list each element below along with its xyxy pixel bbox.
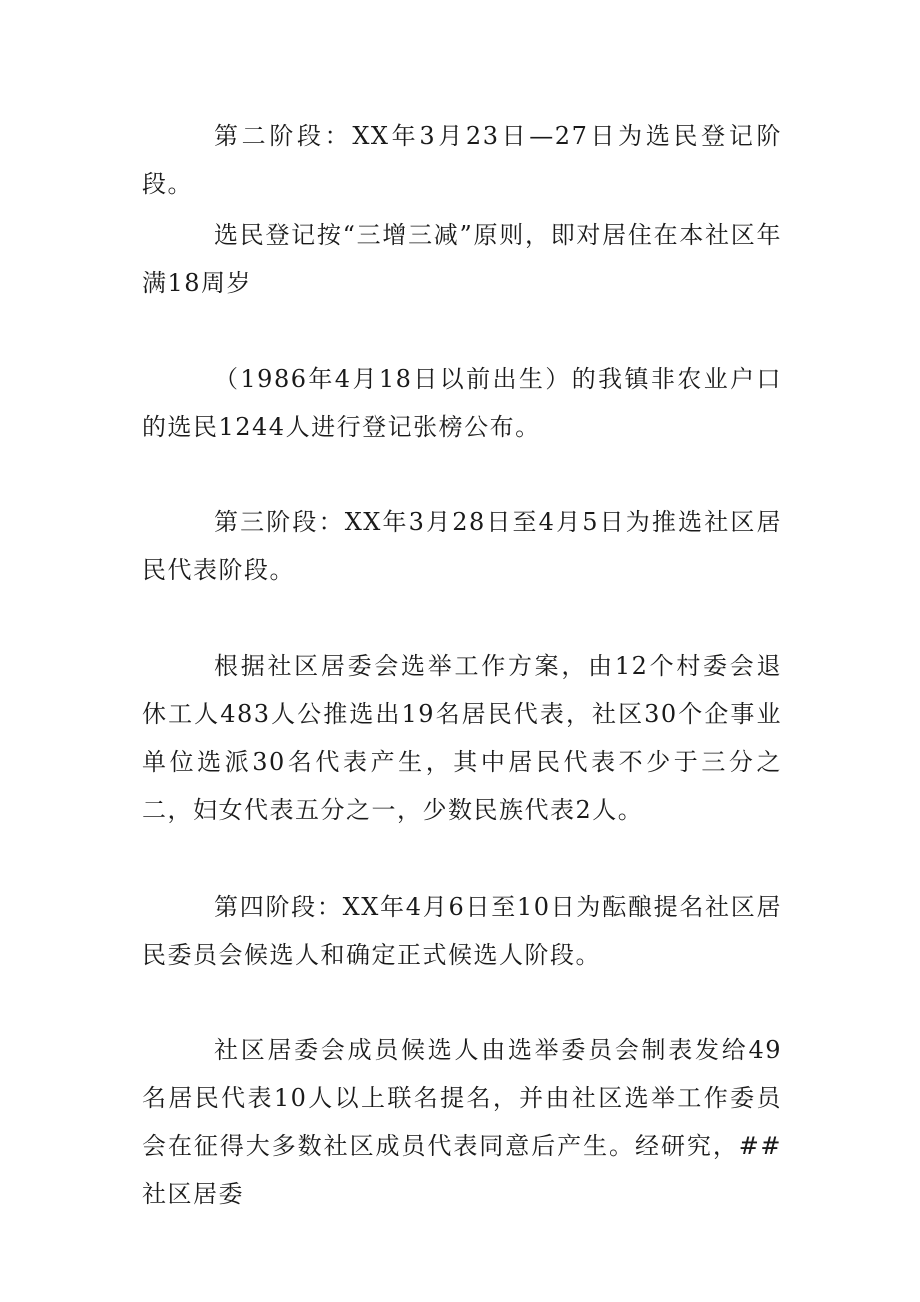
paragraph-stage-three: 第三阶段：XX年3月28日至4月5日为推选社区居民代表阶段。 bbox=[142, 508, 782, 584]
paragraph-voter-registration-rule: 选民登记按“三增三减”原则，即对居住在本社区年满18周岁 bbox=[142, 221, 782, 297]
paragraph-candidate-nomination: 社区居委会成员候选人由选举委员会制表发给49名居民代表10人以上联名提名，并由社区选举工作委员会在征得大多数社区成员代表同意后产生。经研究，##社区居委 bbox=[142, 1036, 782, 1208]
paragraph-representative-selection: 根据社区居委会选举工作方案，由12个村委会退休工人483人公推选出19名居民代表，社区30个企事业单位选派30名代表产生，其中居民代表不少于三分之二，妇女代表五分之一，少数民族代表2人。 bbox=[142, 652, 782, 824]
paragraph-stage-four: 第四阶段：XX年4月6日至10日为酝酿提名社区居民委员会候选人和确定正式候选人阶段。 bbox=[142, 893, 782, 969]
paragraph-voter-registration-count: （1986年4月18日以前出生）的我镇非农业户口的选民1244人进行登记张榜公布。 bbox=[142, 365, 782, 441]
paragraph-stage-two: 第二阶段：XX年3月23日—27日为选民登记阶段。 bbox=[142, 122, 782, 198]
